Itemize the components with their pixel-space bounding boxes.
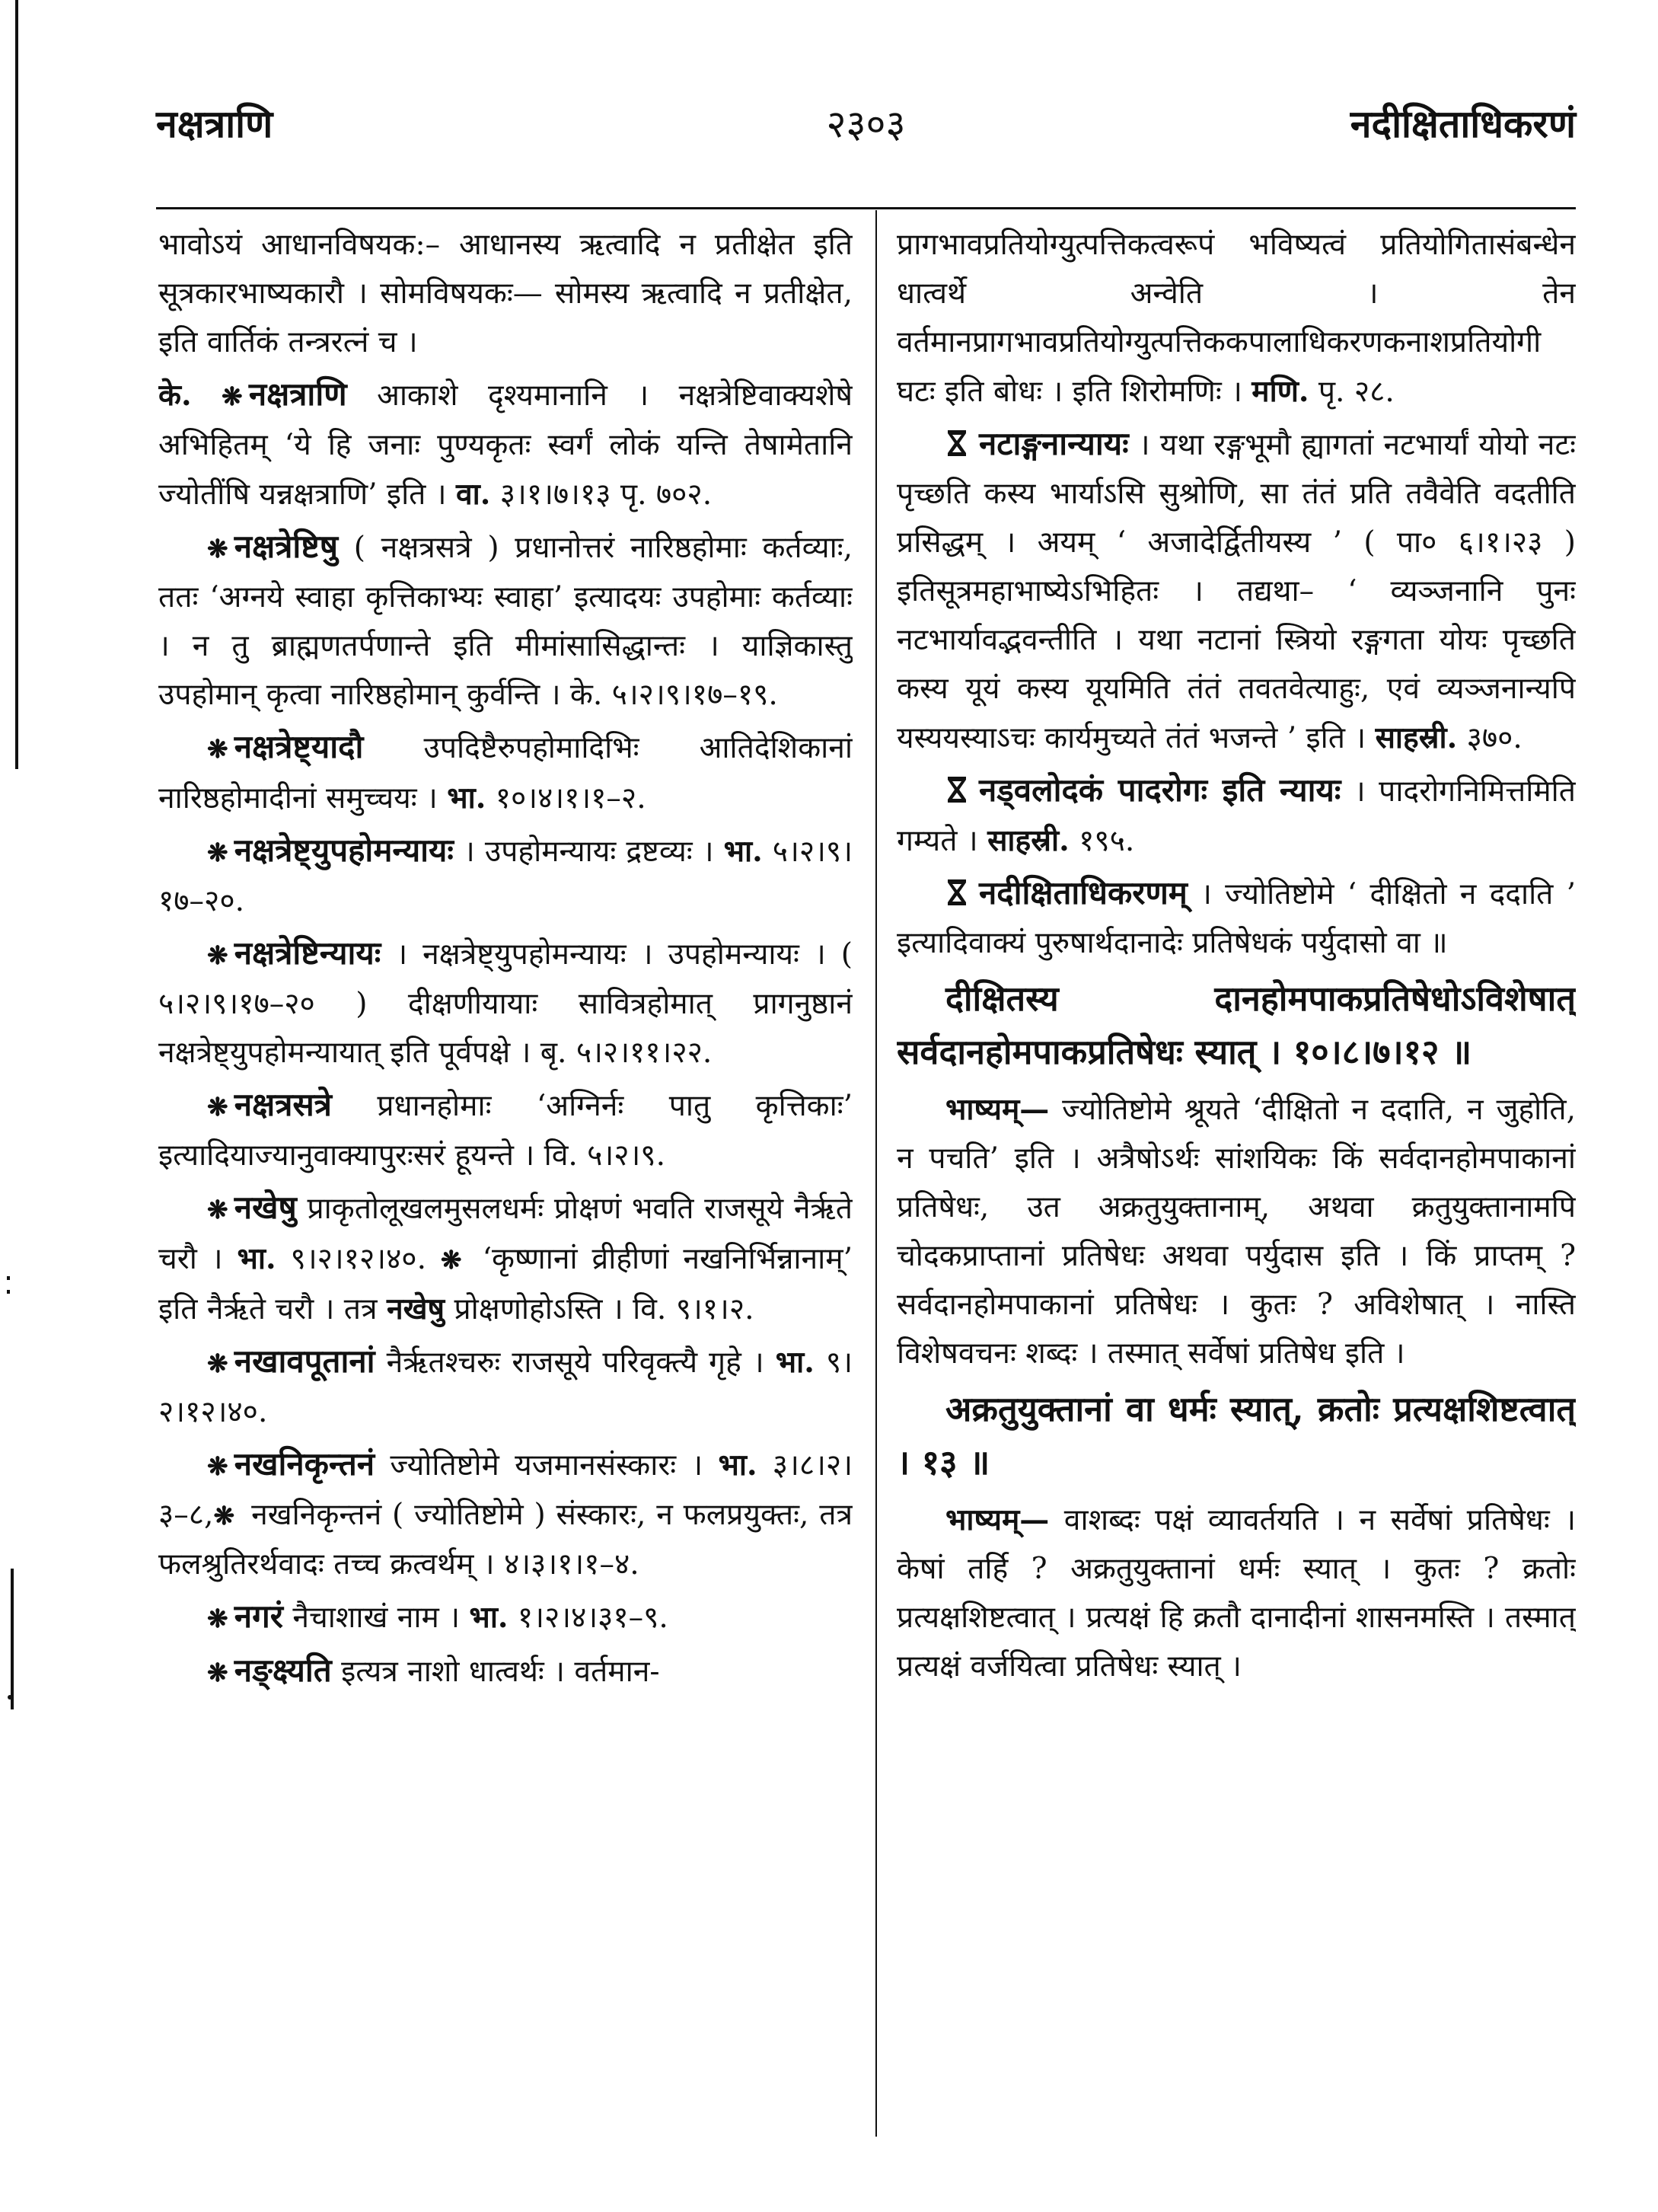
- entry-head: नटाङ्गनान्यायः: [979, 425, 1129, 462]
- reference-abbr: भा.: [775, 1345, 815, 1380]
- entry-text: । ज्योतिष्टोमे ‘ दीक्षितो न ददाति ’ इत्यादिवाक्यं पुरुषार्थदानादेः प्रतिषेधकं पर्युदासो वा ॥: [897, 877, 1576, 960]
- reference-abbr: साहस्री.: [987, 823, 1070, 858]
- entry-text: प्रधानहोमाः ‘अग्निर्नः पातु कृत्तिकाः’ इत्यादियाज्यानुवाक्यापुरःसरं हूयन्ते । वि. ५।२।९.: [158, 1089, 853, 1173]
- page-number: २३०३: [826, 102, 906, 146]
- reference-text: १०।४।१।१–२.: [486, 781, 646, 816]
- entry-nakshatreshtyupahomanyaya: [158, 826, 853, 926]
- entry-head: नगरं: [234, 1598, 283, 1635]
- header-last-word: नदीक्षिताधिकरणं: [1350, 101, 1576, 146]
- header-rule: [156, 207, 1576, 209]
- reference-text: पृ. २८.: [1309, 375, 1395, 409]
- entry-text: उपदिष्टैरुपहोमादिभिः आतिदेशिकानां नारिष्ठहोमादीनां समुच्चयः ।: [158, 731, 853, 816]
- entry-nakshatreshtinyaya: [158, 929, 853, 1077]
- reference-abbr: भा.: [718, 1448, 757, 1483]
- entry-text: प्राकृतोलूखलमुसलधर्मः प्रोक्षणं भवति राजसूये नैर्ऋते चरौ ।: [158, 1192, 853, 1276]
- entry-nadvalodakam: [897, 766, 1576, 866]
- scan-edge-dot: [7, 1276, 10, 1280]
- reference-text: ९।२।१२।४०.: [276, 1242, 441, 1276]
- entry-text: नैचाशाखं नाम ।: [282, 1601, 470, 1635]
- entry-nagaram: [158, 1592, 853, 1643]
- reference-abbr: भा.: [723, 834, 763, 869]
- entry-nakshatreshtishu: [158, 522, 853, 720]
- section-mark-icon: [945, 878, 968, 907]
- reference-text: १।२।४।३१–९.: [508, 1601, 668, 1635]
- entry-head: नक्षत्रेष्ट्युपहोमन्यायः: [234, 831, 454, 869]
- entry-nadikshitadhikaranam: [897, 869, 1576, 968]
- entry-continuation: [158, 221, 853, 367]
- sutra-text: दीक्षितस्य दानहोमपाकप्रतिषेधोऽविशेषात् सर्वदानहोमपाकप्रतिषेधः स्यात् । १०।८।७।१२ ॥: [897, 978, 1576, 1072]
- reference-abbr: वा.: [456, 477, 491, 512]
- reference-abbr: के.: [158, 378, 192, 413]
- section-mark-icon: [945, 429, 968, 458]
- bhashya-text: ज्योतिष्टोमे श्रूयते ‘दीक्षितो न ददाति, न जुहोति, न पचति’ इति । अत्रैषोऽर्थः सांशयिकः किं सर्वदानहोमपाकानां प्रतिषेधः, उत अक्रतुयुक्तानाम्, अथवा क्रतुयुक्तानामपि चोदकप्राप्तानां प्रतिषेधः अथवा पर्युदास इति । किं प्राप्तम् ? सर्वदानहोमपाकानां प्रतिषेधः । कुतः ? अविशेषात् । नास्ति विशेषवचनः शब्दः । तस्मात् सर्वेषां प्रतिषेध इति ।: [897, 1093, 1576, 1371]
- sutra-12: [897, 972, 1576, 1079]
- entry-nakhanikrntanam: [158, 1440, 853, 1589]
- entry-text: ( नक्षत्रसत्रे ) प्रधानोत्तरं नारिष्ठहोमाः कर्तव्याः, ततः ‘अग्नये स्वाहा कृत्तिकाभ्यः स्वाहा’ इत्यादयः उपहोमाः कर्तव्याः । न तु ब्राह्मणतर्पणान्ते इति मीमांसासिद्धान्तः । याज्ञिकास्तु उपहोमान् कृत्वा नारिष्ठहोमान् कुर्वन्ति । के. ५।२।९।१७–१९.: [158, 531, 853, 712]
- asterisk-icon: [213, 1498, 241, 1532]
- entry-head: नक्षत्रसत्रे: [234, 1086, 332, 1123]
- entry-nakshatrani: [158, 370, 853, 519]
- entry-nakheshu: [158, 1183, 853, 1334]
- reference-abbr: भा.: [447, 780, 486, 816]
- reference-text: ३।१।७।१३ पृ. ७०२.: [490, 477, 713, 512]
- reference-abbr: मणि.: [1251, 374, 1309, 409]
- sutra-text: अक्रतुयुक्तानां वा धर्मः स्यात्, क्रतोः प्रत्यक्षशिष्टत्वात् । १३ ॥: [897, 1389, 1576, 1483]
- entry-nakshatrasatre: [158, 1080, 853, 1180]
- reference-abbr: भा.: [469, 1600, 509, 1635]
- scan-edge-line: [15, 0, 18, 769]
- entry-continuation: [897, 221, 1576, 417]
- header-first-word: नक्षत्राणि: [156, 101, 273, 146]
- entry-text: । उपहोमन्यायः द्रष्टव्यः ।: [453, 835, 724, 869]
- entry-nankshyati: [158, 1646, 853, 1697]
- entry-text: भावोऽयं आधानविषयक:– आधानस्य ऋत्वादि न प्रतीक्षेत इति सूत्रकारभाष्यकारौ । सोमविषयकः— सोमस्य ऋत्वादि न प्रतीक्षेत, इति वार्तिकं तन्त्ररत्नं च ।: [158, 228, 853, 359]
- entry-text: नैर्ऋतश्चरुः राजसूये परिवृक्त्यै गृहे ।: [375, 1345, 776, 1380]
- entry-head: नखावपूतानां: [234, 1342, 375, 1380]
- scan-edge-dot: [7, 1290, 10, 1294]
- reference-text: १९५.: [1069, 824, 1135, 858]
- entry-head: नड्वलोदकं पादरोगः इति न्यायः: [979, 771, 1341, 809]
- asterisk-icon: [207, 531, 234, 565]
- entry-text: प्रागभावप्रतियोग्युत्पत्तिकत्वरूपं भविष्यत्वं प्रतियोगितासंबन्धेन धात्वर्थे अन्वेति । तेन वर्तमानप्रागभावप्रतियोग्युत्पत्तिककपालाधिकरणकनाशप्रतियोगी घटः इति बोधः । इति शिरोमणिः ।: [897, 228, 1576, 409]
- right-column: [897, 221, 1576, 2136]
- entry-head: नदीक्षिताधिकरणम्: [979, 874, 1188, 911]
- entry-nakhavaputanam: [158, 1337, 853, 1437]
- entry-text: । यथा रङ्गभूमौ ह्यागतां नटभार्यां योयो नटः पृच्छति कस्य भार्याऽसि सुश्रोणि, सा तंतं प्रति तवैवेति वदतीति प्रसिद्धम् । अयम् ‘ अजादेर्द्वितीयस्य ’ ( पा० ६।१।२३ ) इतिसूत्रमहाभाष्येऽभिहितः । तद्यथा– ‘ व्यञ्जनानि पुनः नटभार्यावद्भवन्तीति । यथा नटानां स्त्रियो रङ्गगता योयः पृच्छति कस्य यूयं कस्य यूयमिति तंतं तवतवेत्याहुः, एवं व्यञ्जनान्यपि यस्ययस्याऽचः कार्यमुच्यते तंतं भजन्ते ’ इति ।: [897, 428, 1576, 755]
- section-mark-icon: [945, 775, 968, 804]
- asterisk-icon: [207, 1192, 234, 1226]
- entry-text: । नक्षत्रेष्ट्युपहोमन्यायः । उपहोमन्यायः । ( ५।२।९।१७–२० ) दीक्षणीयायाः सावित्रहोमात् प्रागनुष्ठानं नक्षत्रेष्ट्युपहोमन्यायात् इति पूर्वपक्षे । बृ. ५।२।११।२२.: [158, 937, 853, 1070]
- bhashya-label: भाष्यम्—: [945, 1502, 1050, 1537]
- asterisk-icon: [441, 1242, 468, 1276]
- entry-text: नखनिकृन्तनं ( ज्योतिष्टोमे ) संस्कारः, न फलप्रयुक्तः, तत्र फलश्रुतिरर्थवादः तच्च क्रत्वर्थम् । ४।३।१।१–४.: [158, 1498, 853, 1582]
- reference-text: ३७०.: [1457, 721, 1522, 755]
- entry-text: । पादरोगनिमित्तमिति गम्यते ।: [897, 774, 1576, 858]
- sutra-13: [897, 1383, 1576, 1489]
- entry-head: नक्षत्रेष्टिन्यायः: [234, 934, 381, 972]
- entry-text: इत्यत्र नाशो धात्वर्थः । वर्तमान-: [331, 1655, 660, 1689]
- entry-natanganyaya: [897, 420, 1576, 763]
- asterisk-icon: [207, 1345, 234, 1380]
- bhashya-label: भाष्यम्—: [945, 1092, 1050, 1127]
- running-header: [156, 90, 1576, 158]
- asterisk-icon: [207, 937, 234, 972]
- entry-head: नक्षत्रेष्ट्यादौ: [234, 728, 364, 765]
- entry-head: नक्षत्राणि: [248, 375, 347, 413]
- entry-head: नङ्क्ष्यति: [234, 1652, 332, 1689]
- asterisk-icon: [207, 731, 234, 765]
- entry-text: ‘कृष्णानां व्रीहीणां नखनिर्भिन्नानाम्’ इति नैर्ऋते चरौ । तत्र: [158, 1242, 853, 1326]
- bhashya-13: [897, 1495, 1576, 1691]
- reference-text: ५।२।९।१७–२०.: [158, 835, 853, 918]
- reference-text: ९।२।१२।४०.: [158, 1345, 853, 1429]
- entry-head: नक्षत्रेष्टिषु: [234, 528, 339, 565]
- bhashya-text: वाशब्दः पक्षं व्यावर्तयति । न सर्वेषां प्रतिषेधः । केषां तर्हि ? अक्रतुयुक्तानां धर्मः स्यात् । कुतः ? क्रतोः प्रत्यक्षशिष्टत्वात् । प्रत्यक्षं हि क्रतौ दानादीनां शासनमस्ति । तस्मात् प्रत्यक्षं वर्जयित्वा प्रतिषेधः स्यात् ।: [897, 1503, 1576, 1684]
- entry-text: प्रोक्षणोहोऽस्ति । वि. ९।१।२.: [445, 1292, 754, 1326]
- column-divider: [875, 210, 877, 2137]
- reference-abbr: साहस्री.: [1375, 720, 1458, 755]
- scan-edge-dot: [8, 1695, 12, 1700]
- asterisk-icon: [207, 1448, 234, 1483]
- entry-nakshatreshtyadau: [158, 723, 853, 823]
- entry-head: नखेषु: [234, 1189, 297, 1226]
- entry-text: ज्योतिष्टोमे यजमानसंस्कारः ।: [375, 1448, 719, 1483]
- bhashya-12: [897, 1085, 1576, 1378]
- asterisk-icon: [207, 1601, 234, 1635]
- entry-head-repeat: नखेषु: [386, 1291, 445, 1326]
- asterisk-icon: [222, 378, 249, 413]
- asterisk-icon: [207, 1655, 234, 1689]
- asterisk-icon: [207, 1089, 234, 1123]
- entry-text: आकाशे दृश्यमानानि । नक्षत्रेष्टिवाक्यशेषे अभिहितम् ‘ये हि जनाः पुण्यकृतः स्वर्गं लोकं यन्ति तेषामेतानि ज्योतींषि यन्नक्षत्राणि’ इति ।: [158, 378, 853, 512]
- reference-text: ३।८।२।३–८,: [158, 1448, 853, 1532]
- left-column: [158, 221, 853, 2136]
- reference-abbr: भा.: [237, 1241, 276, 1276]
- entry-head: नखनिकृन्तनं: [234, 1445, 375, 1483]
- scan-edge-line: [11, 1569, 14, 1709]
- asterisk-icon: [207, 835, 234, 869]
